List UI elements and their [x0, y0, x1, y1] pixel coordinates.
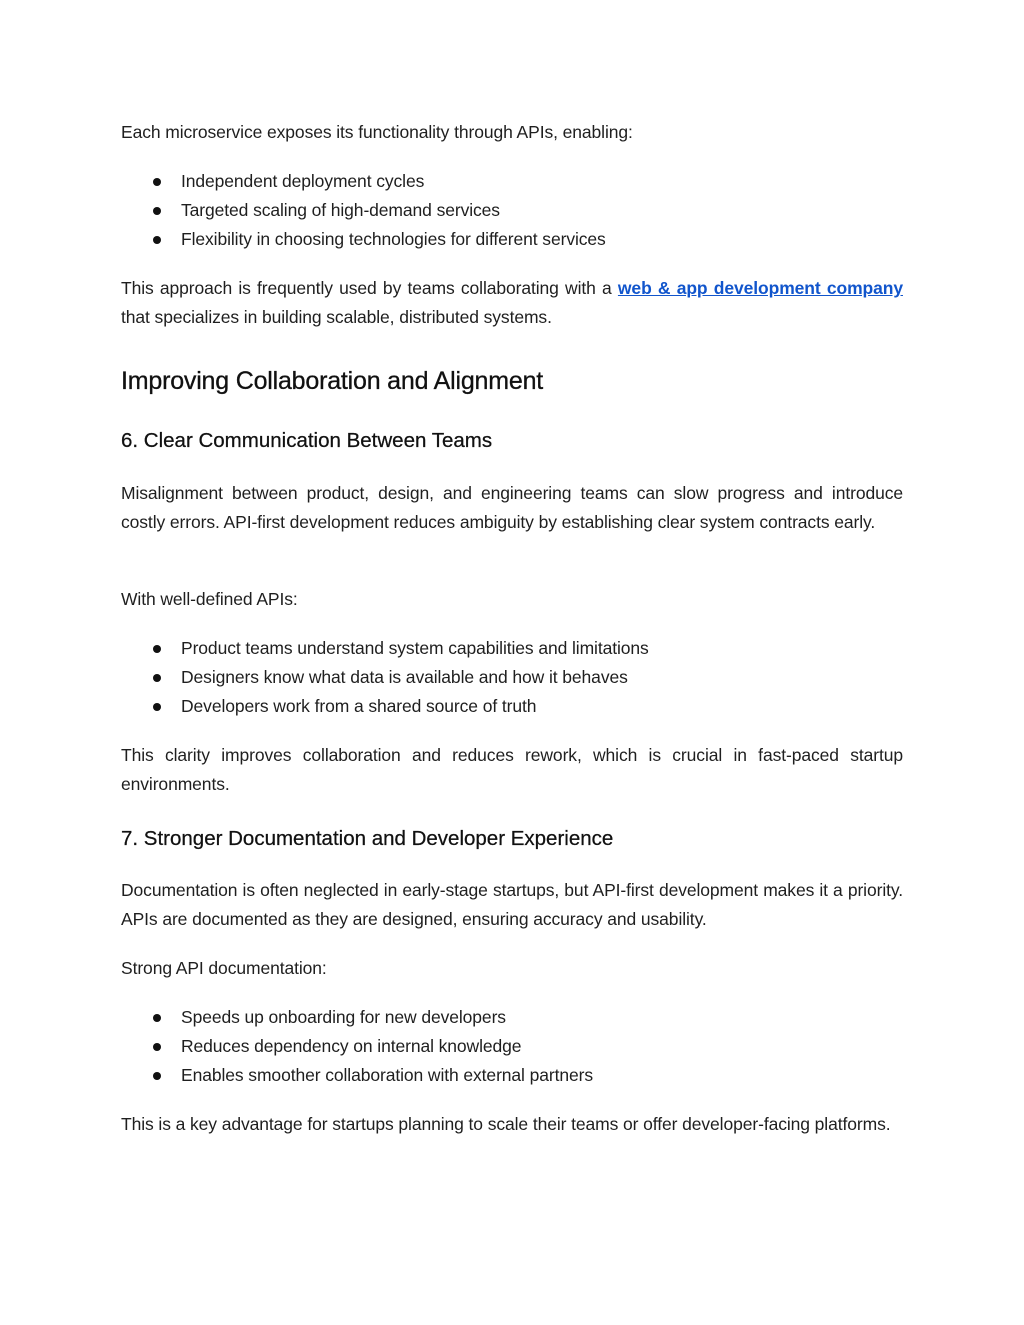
sub7-paragraph-1: Documentation is often neglected in early-stage startups, but API-first development makes it a priority. APIs are documented as they are designed, ensuring accuracy and usability.	[121, 880, 903, 929]
intro-bullet-list	[121, 167, 606, 254]
bullet-icon	[153, 674, 161, 682]
list-item: Flexibility in choosing technologies for different services	[121, 225, 606, 254]
web-app-development-company-link[interactable]: web & app development company	[617, 278, 903, 298]
sub6-paragraph-1: Misalignment between product, design, and engineering teams can slow progress and introduce costly errors. API-first development reduces ambiguity by establishing clear system contracts early.	[121, 483, 903, 532]
sub6-lead: With well-defined APIs:	[121, 589, 298, 609]
subsection-heading-7: 7. Stronger Documentation and Developer Experience	[121, 827, 614, 850]
bullet-icon	[153, 178, 161, 186]
bullet-icon	[153, 703, 161, 711]
bullet-icon	[153, 236, 161, 244]
sub7-bullet-list	[121, 1003, 593, 1090]
list-item: Speeds up onboarding for new developers	[121, 1003, 593, 1032]
bullet-icon	[153, 1043, 161, 1051]
list-item: Designers know what data is available and how it behaves	[121, 663, 649, 692]
list-item: Enables smoother collaboration with external partners	[121, 1061, 593, 1090]
sub7-paragraph-2: This is a key advantage for startups planning to scale their teams or offer developer-facing platforms.	[121, 1114, 891, 1134]
sub7-lead: Strong API documentation:	[121, 958, 327, 978]
sub6-paragraph-2: This clarity improves collaboration and reduces rework, which is crucial in fast-paced startup environments.	[121, 745, 903, 794]
sub6-bullet-list	[121, 634, 649, 721]
list-item: Independent deployment cycles	[121, 167, 606, 196]
bullet-icon	[153, 645, 161, 653]
approach-paragraph: This approach is frequently used by teams collaborating with a web & app development company that specializes in building scalable, distributed systems.	[121, 278, 903, 327]
list-item: Reduces dependency on internal knowledge	[121, 1032, 593, 1061]
bullet-icon	[153, 207, 161, 215]
intro-lead: Each microservice exposes its functionality through APIs, enabling:	[121, 122, 633, 142]
list-item: Developers work from a shared source of truth	[121, 692, 649, 721]
section-heading: Improving Collaboration and Alignment	[121, 367, 544, 395]
list-item: Targeted scaling of high-demand services	[121, 196, 606, 225]
bullet-icon	[153, 1072, 161, 1080]
list-item: Product teams understand system capabilities and limitations	[121, 634, 649, 663]
subsection-heading-6: 6. Clear Communication Between Teams	[121, 429, 493, 452]
bullet-icon	[153, 1014, 161, 1022]
